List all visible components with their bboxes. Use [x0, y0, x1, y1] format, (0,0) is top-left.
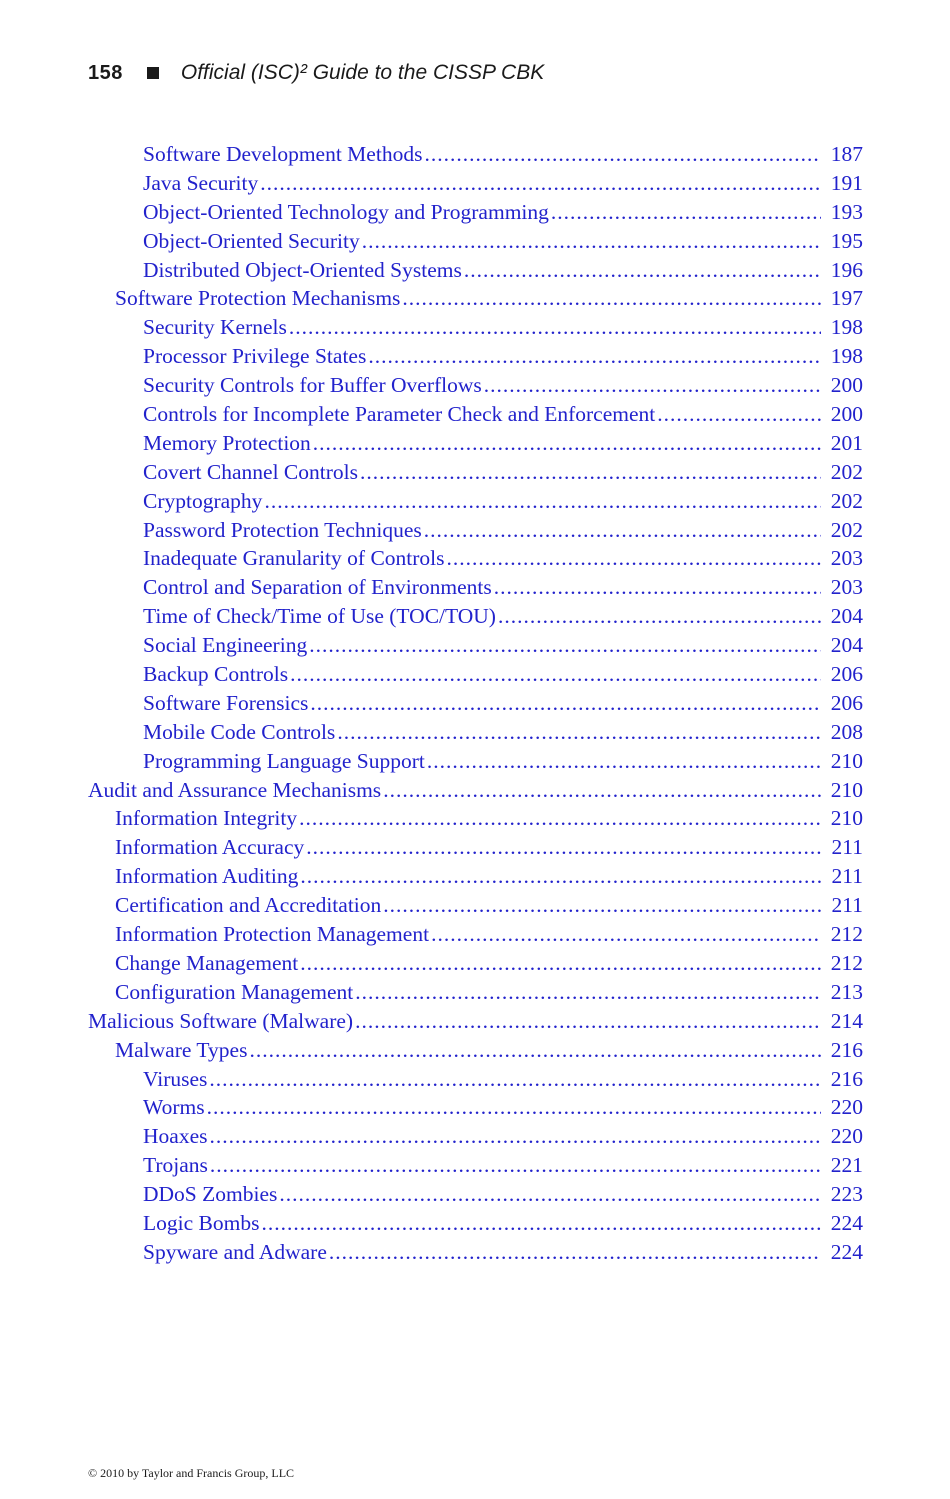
toc-entry-page[interactable]: 191 — [830, 170, 863, 195]
toc-entry-title[interactable]: Social Engineering — [143, 633, 308, 658]
toc-entry-title[interactable]: Distributed Object-Oriented Systems — [143, 257, 462, 282]
toc-entry-title[interactable]: Trojans — [143, 1153, 208, 1178]
toc-entry-page[interactable]: 216 — [830, 1066, 863, 1091]
toc-entry[interactable] — [0, 546, 950, 575]
toc-entry[interactable] — [0, 1067, 950, 1096]
toc-entry-title[interactable]: Software Protection Mechanisms — [115, 286, 401, 311]
toc-entry-page[interactable]: 187 — [830, 142, 863, 166]
toc-entry[interactable] — [0, 286, 950, 315]
toc-entry-title[interactable]: Password Protection Techniques — [143, 517, 422, 542]
toc-dot-leader — [402, 286, 821, 311]
toc-entry-title[interactable]: Configuration Management — [115, 979, 354, 1004]
toc-entry[interactable] — [0, 691, 950, 720]
toc-entry-page[interactable]: 224 — [830, 1210, 863, 1235]
toc-dot-leader — [383, 893, 821, 918]
toc-entry-page[interactable]: 223 — [830, 1182, 863, 1207]
toc-entry[interactable] — [0, 778, 950, 807]
toc-entry-title[interactable]: Change Management — [115, 950, 299, 975]
toc-entry[interactable] — [0, 142, 950, 171]
toc-entry-title[interactable]: Viruses — [143, 1066, 208, 1091]
running-header — [88, 58, 544, 88]
toc-dot-leader — [355, 980, 821, 1005]
toc-entry-page[interactable]: 210 — [830, 777, 863, 802]
toc-dot-leader — [657, 402, 821, 427]
toc-entry[interactable] — [0, 893, 950, 922]
toc-entry[interactable] — [0, 1009, 950, 1038]
toc-dot-leader — [329, 1240, 821, 1265]
toc-entry[interactable] — [0, 806, 950, 835]
toc-dot-leader — [249, 1038, 821, 1063]
toc-entry[interactable] — [0, 835, 950, 864]
toc-entry-title[interactable]: Malware Types — [115, 1037, 248, 1062]
toc-entry-page[interactable]: 193 — [830, 199, 863, 224]
toc-dot-leader — [260, 171, 821, 196]
toc-entry-title[interactable]: DDoS Zombies — [143, 1182, 278, 1207]
toc-entry[interactable] — [0, 315, 950, 344]
toc-entry-title[interactable]: Audit and Assurance Mechanisms — [88, 777, 382, 802]
toc-entry-page[interactable]: 200 — [830, 373, 863, 398]
toc-entry-page[interactable]: 198 — [830, 344, 863, 369]
toc-entry-title[interactable]: Software Development Methods — [143, 142, 423, 166]
toc-entry-page[interactable]: 210 — [830, 806, 863, 831]
toc-entry[interactable] — [0, 922, 950, 951]
toc-entry-page[interactable]: 211 — [831, 835, 863, 860]
toc-entry[interactable] — [0, 633, 950, 662]
toc-entry-title[interactable]: Covert Channel Controls — [143, 459, 358, 484]
toc-entry-title[interactable]: Logic Bombs — [143, 1210, 260, 1235]
page-number: 158 — [88, 61, 123, 84]
toc-entry-page[interactable]: 206 — [830, 690, 863, 715]
toc-entry-page[interactable]: 224 — [830, 1239, 863, 1264]
toc-entry[interactable] — [0, 344, 950, 373]
toc-dot-leader — [289, 315, 821, 340]
toc-entry-title[interactable]: Backup Controls — [143, 662, 289, 687]
toc-dot-leader — [279, 1182, 821, 1207]
toc-entry-title[interactable]: Malicious Software (Malware) — [88, 1008, 354, 1033]
toc-entry-page[interactable]: 198 — [830, 315, 863, 340]
toc-entry[interactable] — [0, 1211, 950, 1240]
toc-entry-title[interactable]: Information Integrity — [115, 806, 298, 831]
toc-entry-page[interactable]: 195 — [830, 228, 863, 253]
toc-dot-leader — [209, 1067, 821, 1092]
toc-dot-leader — [299, 806, 821, 831]
toc-dot-leader — [484, 373, 821, 398]
toc-entry-page[interactable]: 208 — [830, 719, 863, 744]
toc-entry-title[interactable]: Certification and Accreditation — [115, 893, 382, 918]
toc-entry[interactable] — [0, 373, 950, 402]
toc-dot-leader — [300, 864, 821, 889]
toc-entry[interactable] — [0, 200, 950, 229]
table-of-contents — [0, 142, 950, 1269]
toc-entry-page[interactable]: 213 — [830, 979, 863, 1004]
toc-entry-page[interactable]: 202 — [830, 459, 863, 484]
book-title: Official (ISC)² Guide to the CISSP CBK — [180, 61, 545, 84]
toc-entry-page[interactable]: 202 — [830, 488, 863, 513]
toc-dot-leader — [368, 344, 821, 369]
toc-entry[interactable] — [0, 864, 950, 893]
copyright-notice: © 2010 by Taylor and Francis Group, LLC — [88, 1466, 295, 1480]
toc-entry-title[interactable]: Information Auditing — [115, 864, 299, 889]
toc-entry-title[interactable]: Memory Protection — [143, 430, 311, 455]
toc-dot-leader — [300, 951, 821, 976]
toc-entry-page[interactable]: 220 — [830, 1124, 863, 1149]
toc-entry[interactable] — [0, 1182, 950, 1211]
toc-entry-title[interactable]: Software Forensics — [143, 690, 309, 715]
toc-entry-page[interactable]: 214 — [830, 1008, 863, 1033]
toc-dot-leader — [551, 200, 821, 225]
toc-entry-title[interactable]: Worms — [143, 1095, 205, 1120]
toc-entry-title[interactable]: Cryptography — [143, 488, 263, 513]
toc-entry-page[interactable]: 212 — [830, 950, 863, 975]
toc-entry[interactable] — [0, 460, 950, 489]
toc-entry[interactable] — [0, 720, 950, 749]
toc-entry-page[interactable]: 210 — [830, 748, 863, 773]
toc-entry[interactable] — [0, 980, 950, 1009]
toc-entry-title[interactable]: Security Controls for Buffer Overflows — [143, 373, 482, 398]
toc-dot-leader — [310, 691, 821, 716]
toc-entry-title[interactable]: Information Protection Management — [115, 922, 430, 947]
toc-entry-title[interactable]: Object-Oriented Technology and Programming — [143, 199, 549, 224]
toc-dot-leader — [309, 633, 821, 658]
toc-dot-leader — [427, 749, 821, 774]
toc-entry-title[interactable]: Information Accuracy — [115, 835, 305, 860]
toc-entry[interactable] — [0, 1153, 950, 1182]
toc-entry[interactable] — [0, 402, 950, 431]
toc-entry-title[interactable]: Object-Oriented Security — [143, 228, 360, 253]
toc-entry-page[interactable]: 211 — [831, 864, 863, 889]
toc-dot-leader — [360, 460, 821, 485]
toc-entry-page[interactable]: 204 — [830, 604, 863, 629]
toc-entry-page[interactable]: 200 — [830, 402, 863, 427]
toc-dot-leader — [464, 258, 821, 283]
toc-entry-page[interactable]: 212 — [830, 922, 863, 947]
toc-entry-page[interactable]: 201 — [830, 430, 863, 455]
toc-dot-leader — [261, 1211, 821, 1236]
toc-entry[interactable] — [0, 604, 950, 633]
toc-dot-leader — [362, 229, 821, 254]
toc-entry-title[interactable]: Security Kernels — [143, 315, 287, 340]
toc-entry-page[interactable]: 221 — [830, 1153, 863, 1178]
toc-entry-page[interactable]: 203 — [830, 575, 863, 600]
toc-entry-title[interactable]: Control and Separation of Environments — [143, 575, 492, 600]
toc-dot-leader — [337, 720, 821, 745]
toc-entry[interactable] — [0, 951, 950, 980]
toc-entry-page[interactable]: 202 — [830, 517, 863, 542]
toc-entry[interactable] — [0, 258, 950, 287]
toc-entry-page[interactable]: 203 — [830, 546, 863, 571]
square-bullet-icon — [147, 67, 159, 79]
toc-entry-page[interactable]: 211 — [831, 893, 863, 918]
toc-dot-leader — [355, 1009, 821, 1034]
toc-entry-title[interactable]: Processor Privilege States — [143, 344, 367, 369]
toc-dot-leader — [264, 489, 821, 514]
toc-entry[interactable] — [0, 575, 950, 604]
toc-entry[interactable] — [0, 1038, 950, 1067]
toc-dot-leader — [431, 922, 821, 947]
toc-entry[interactable] — [0, 1095, 950, 1124]
toc-entry[interactable] — [0, 1124, 950, 1153]
toc-entry[interactable] — [0, 1240, 950, 1269]
toc-entry-title[interactable]: Inadequate Granularity of Controls — [143, 546, 445, 571]
toc-entry-page[interactable]: 220 — [830, 1095, 863, 1120]
toc-entry-page[interactable]: 206 — [830, 662, 863, 687]
toc-entry-title[interactable]: Time of Check/Time of Use (TOC/TOU) — [143, 604, 496, 629]
toc-dot-leader — [207, 1095, 821, 1120]
toc-dot-leader — [424, 142, 821, 167]
toc-entry[interactable] — [0, 662, 950, 691]
toc-entry-page[interactable]: 216 — [830, 1037, 863, 1062]
toc-entry[interactable] — [0, 749, 950, 778]
toc-dot-leader — [290, 662, 821, 687]
toc-entry-page[interactable]: 197 — [830, 286, 863, 311]
toc-dot-leader — [313, 431, 821, 456]
toc-dot-leader — [306, 835, 821, 860]
toc-entry-page[interactable]: 204 — [830, 633, 863, 658]
toc-dot-leader — [494, 575, 821, 600]
toc-dot-leader — [209, 1124, 821, 1149]
toc-entry-page[interactable]: 196 — [830, 257, 863, 282]
toc-entry[interactable] — [0, 229, 950, 258]
toc-entry[interactable] — [0, 489, 950, 518]
toc-entry-title[interactable]: Java Security — [143, 170, 259, 195]
toc-entry-title[interactable]: Controls for Incomplete Parameter Check and Enforcement — [143, 402, 656, 427]
toc-dot-leader — [447, 546, 821, 571]
toc-entry-title[interactable]: Mobile Code Controls — [143, 719, 336, 744]
toc-entry-title[interactable]: Programming Language Support — [143, 748, 425, 773]
toc-dot-leader — [383, 778, 821, 803]
toc-dot-leader — [424, 518, 821, 543]
toc-entry[interactable] — [0, 518, 950, 547]
toc-entry[interactable] — [0, 171, 950, 200]
toc-entry-title[interactable]: Hoaxes — [143, 1124, 208, 1149]
toc-entry-title[interactable]: Spyware and Adware — [143, 1239, 327, 1264]
toc-dot-leader — [498, 604, 821, 629]
toc-entry[interactable] — [0, 431, 950, 460]
toc-dot-leader — [210, 1153, 821, 1178]
